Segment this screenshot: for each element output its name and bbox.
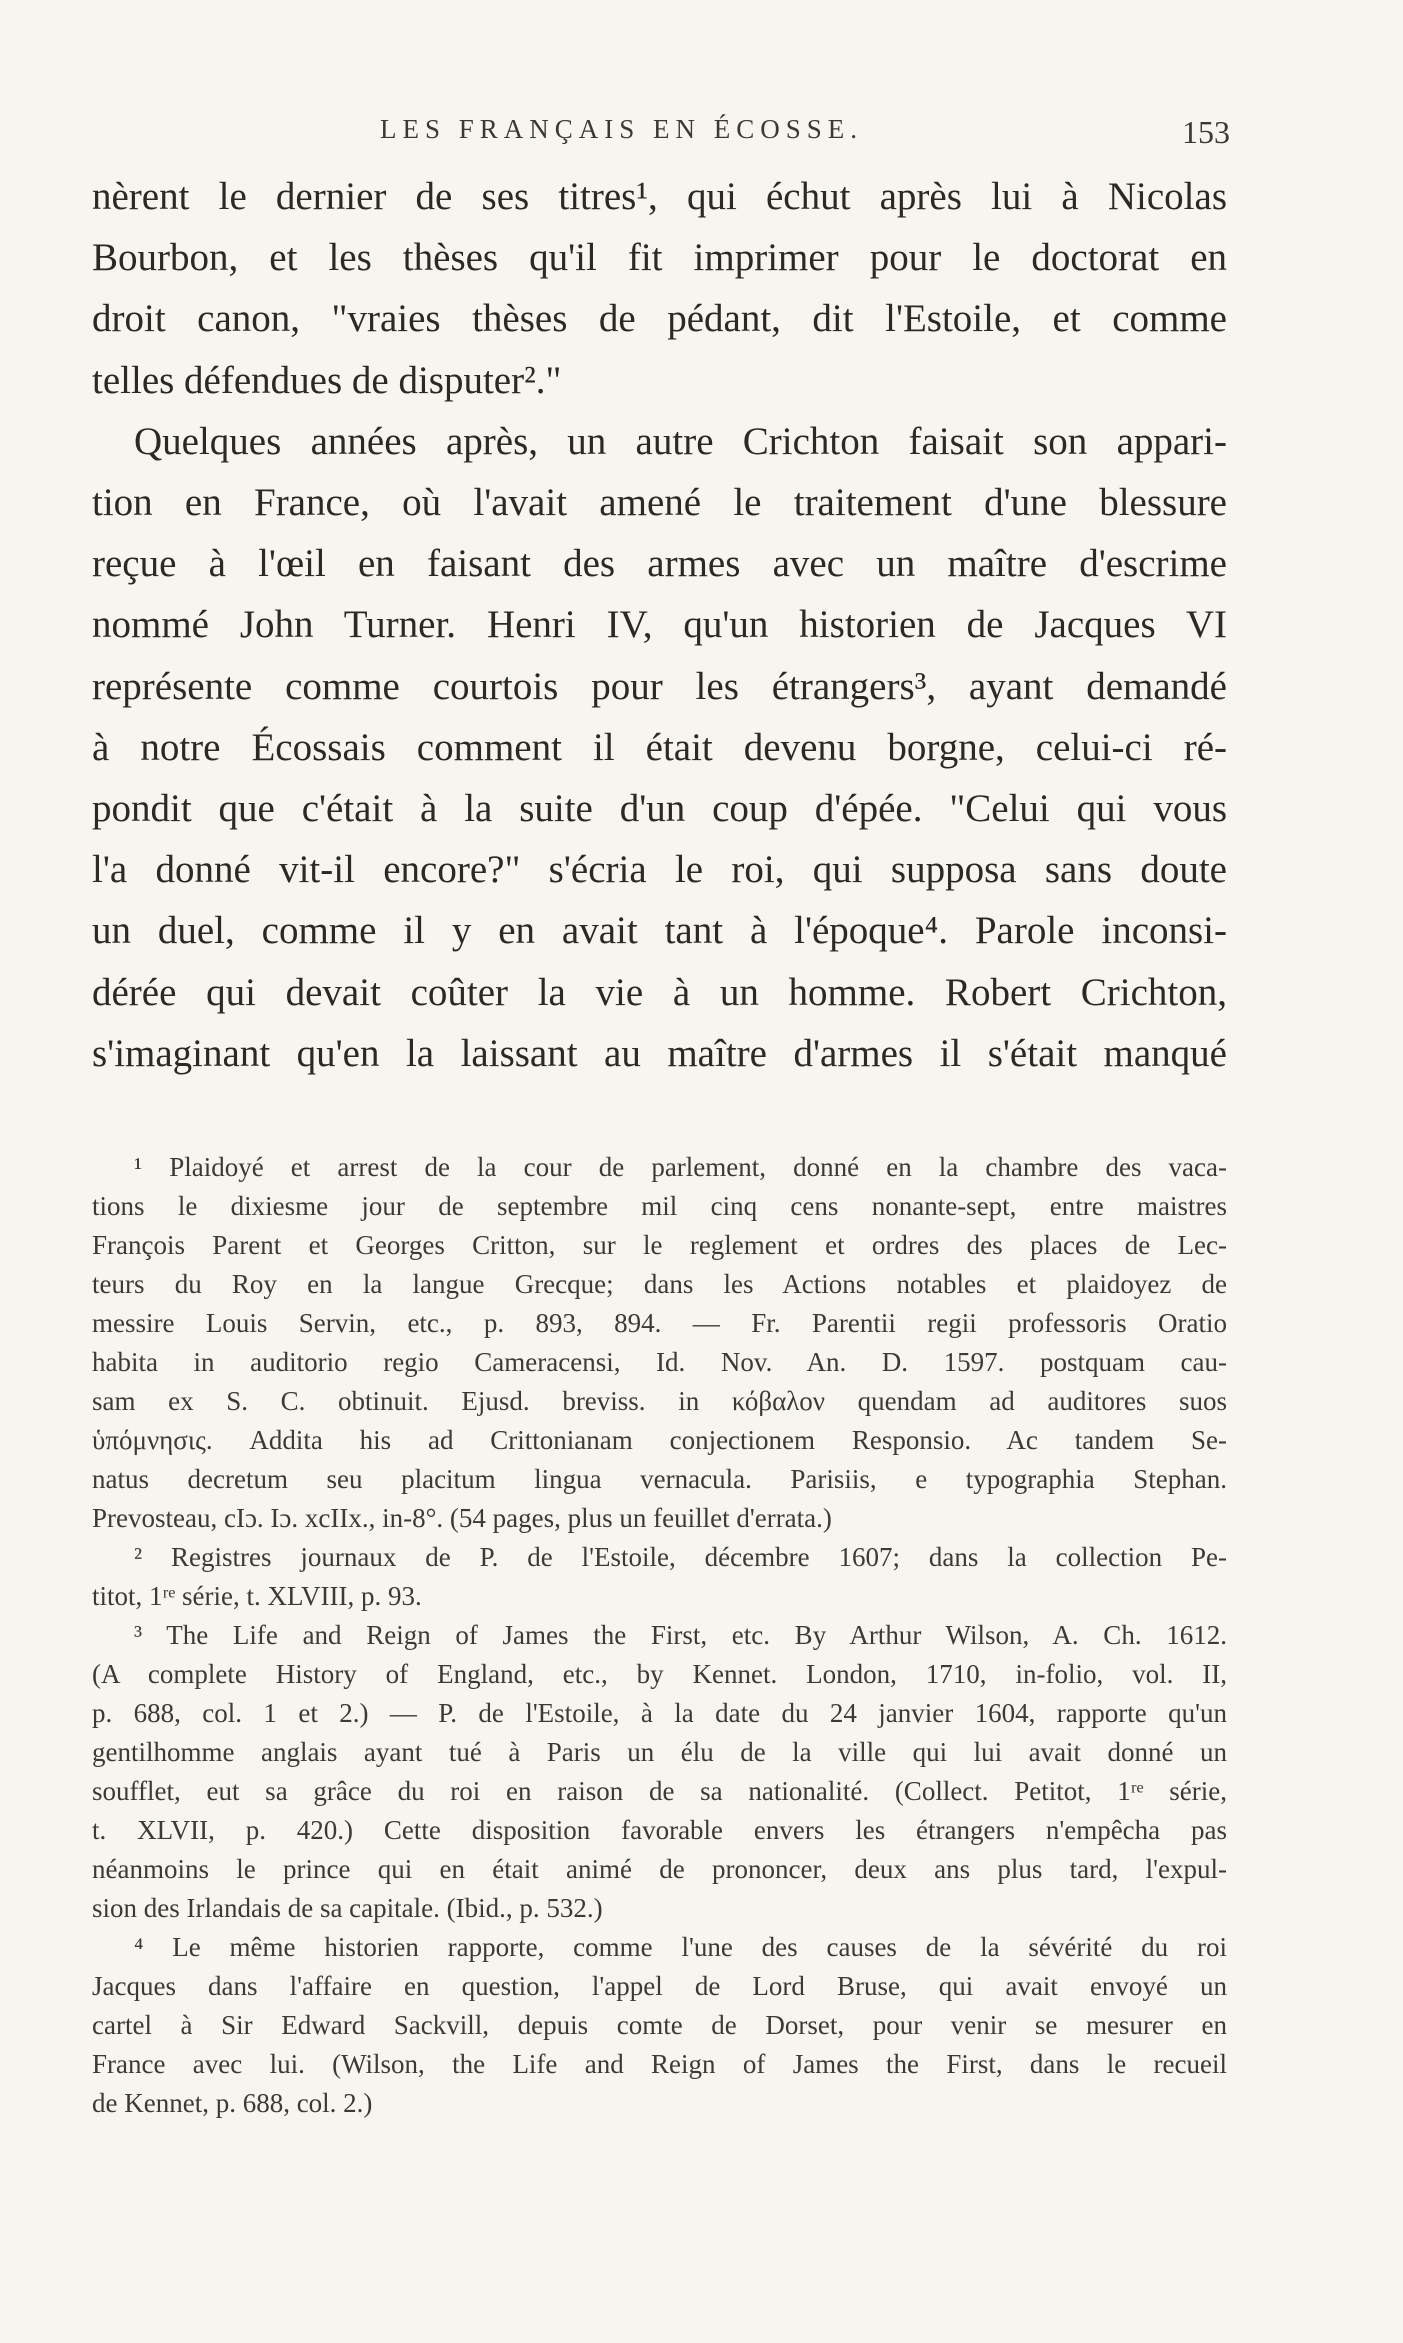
footnote-line: t. XLVII, p. 420.) Cette disposition favorable envers les étrangers n'empêcha pas — [92, 1815, 1227, 1845]
footnote-line: gentilhomme anglais ayant tué à Paris un élu de la ville qui lui avait donné un — [92, 1737, 1227, 1767]
text-line: à notre Écossais comment il était devenu borgne, celui-ci ré- — [92, 725, 1227, 769]
text-line: telles défendues de disputer²." — [92, 358, 562, 402]
footnote-line: sion des Irlandais de sa capitale. (Ibid., p. 532.) — [92, 1893, 603, 1923]
footnote-line: (A complete History of England, etc., by Kennet. London, 1710, in-folio, vol. II, — [92, 1659, 1227, 1689]
text-line: nommé John Turner. Henri IV, qu'un historien de Jacques VI — [92, 603, 1227, 647]
text-line: dérée qui devait coûter la vie à un homme. Robert Crichton, — [92, 970, 1227, 1014]
footnote-line: natus decretum seu placitum lingua vernacula. Parisiis, e typographia Stephan. — [92, 1464, 1227, 1494]
footnote-line: teurs du Roy en la langue Grecque; dans les Actions notables et plaidoyez de — [92, 1269, 1227, 1299]
text-line: Quelques années après, un autre Crichton faisait son appari- — [134, 419, 1227, 463]
footnote-line: p. 688, col. 1 et 2.) — P. de l'Estoile, à la date du 24 janvier 1604, rapporte qu'un — [92, 1698, 1227, 1728]
text-line: un duel, comme il y en avait tant à l'époque⁴. Parole inconsi- — [92, 909, 1227, 953]
footnote-line: Prevosteau, cIɔ. Iɔ. xcIIx., in-8°. (54 pages, plus un feuillet d'errata.) — [92, 1503, 832, 1533]
footnote-line: titot, 1ʳᵉ série, t. XLVIII, p. 93. — [92, 1581, 422, 1611]
footnote-line: soufflet, eut sa grâce du roi en raison de sa nationalité. (Collect. Petitot, 1ʳᵉ série, — [92, 1776, 1227, 1806]
text-line: représente comme courtois pour les étrangers³, ayant demandé — [92, 664, 1227, 708]
footnote-line: Jacques dans l'affaire en question, l'appel de Lord Bruse, qui avait envoyé un — [92, 1971, 1227, 2001]
text-line: l'a donné vit-il encore?" s'écria le roi, qui supposa sans doute — [92, 848, 1227, 892]
text-line: nèrent le dernier de ses titres¹, qui échut après lui à Nicolas — [92, 175, 1227, 218]
footnote-line: néanmoins le prince qui en était animé de prononcer, deux ans plus tard, l'expul- — [92, 1854, 1227, 1884]
text-line: Bourbon, et les thèses qu'il fit imprimer pour le doctorat en — [92, 236, 1227, 280]
running-title: LES FRANÇAIS EN ÉCOSSE. — [380, 114, 864, 144]
footnote-line: France avec lui. (Wilson, the Life and Reign of James the First, dans le recueil — [92, 2049, 1227, 2079]
footnote-line: de Kennet, p. 688, col. 2.) — [92, 2088, 373, 2118]
footnote-line: ὑπόμνησις. Addita his ad Crittonianam conjectionem Responsio. Ac tandem Se- — [92, 1425, 1227, 1455]
footnote-line: ¹ Plaidoyé et arrest de la cour de parlement, donné en la chambre des vaca- — [134, 1152, 1227, 1182]
footnote-line: habita in auditorio regio Cameracensi, Id. Nov. An. D. 1597. postquam cau- — [92, 1347, 1227, 1377]
page-number: 153 — [1182, 114, 1230, 150]
footnote-line: sam ex S. C. obtinuit. Ejusd. breviss. in κόβαλον quendam ad auditores suos — [92, 1386, 1227, 1416]
footnote-line: ⁴ Le même historien rapporte, comme l'une des causes de la sévérité du roi — [134, 1932, 1227, 1962]
footnote-line: cartel à Sir Edward Sackvill, depuis comte de Dorset, pour venir se mesurer en — [92, 2010, 1227, 2040]
page-header — [90, 114, 1230, 154]
footnote-line: tions le dixiesme jour de septembre mil cinq cens nonante-sept, entre maistres — [92, 1191, 1227, 1221]
text-line: s'imaginant qu'en la laissant au maître d'armes il s'était manqué — [92, 1031, 1227, 1075]
footnote-line: ² Registres journaux de P. de l'Estoile, décembre 1607; dans la collection Pe- — [134, 1542, 1227, 1572]
footnotes — [92, 1148, 1227, 2123]
text-line: tion en France, où l'avait amené le traitement d'une blessure — [92, 481, 1227, 525]
footnote-line: messire Louis Servin, etc., p. 893, 894. — Fr. Parentii regii professoris Oratio — [92, 1308, 1227, 1338]
text-line: reçue à l'œil en faisant des armes avec un maître d'escrime — [92, 542, 1227, 586]
footnote-line: François Parent et Georges Critton, sur le reglement et ordres des places de Lec- — [92, 1230, 1227, 1260]
text-line: droit canon, "vraies thèses de pédant, dit l'Estoile, et comme — [92, 297, 1227, 341]
footnote-line: ³ The Life and Reign of James the First, etc. By Arthur Wilson, A. Ch. 1612. — [134, 1620, 1227, 1650]
text-line: pondit que c'était à la suite d'un coup d'épée. "Celui qui vous — [92, 787, 1227, 831]
main-text — [92, 166, 1227, 1084]
